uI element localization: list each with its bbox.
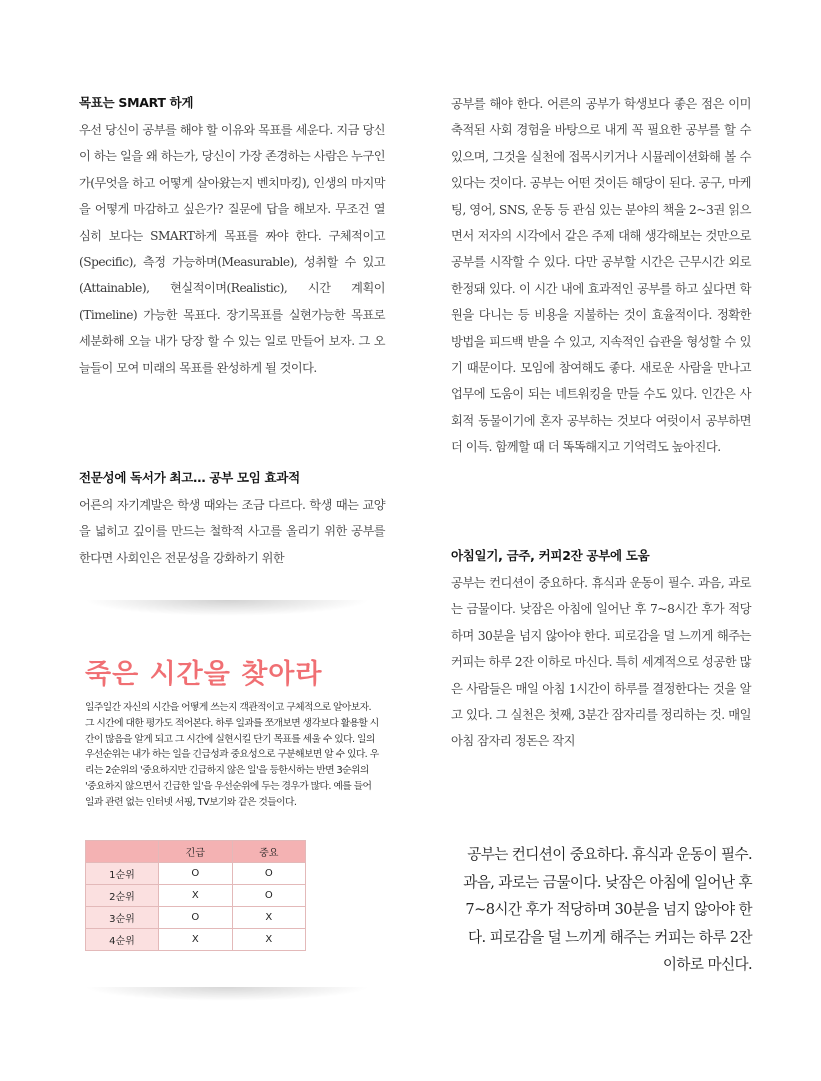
section-heading: 아침일기, 금주, 커피2잔 공부에 도움 bbox=[451, 548, 650, 563]
section-smart-goals bbox=[79, 93, 385, 381]
table-cell: O bbox=[232, 885, 306, 907]
priority-table bbox=[85, 840, 306, 951]
box-bottom-shadow bbox=[84, 987, 370, 1001]
table-cell: O bbox=[159, 907, 233, 929]
section-heading: 목표는 SMART 하게 bbox=[79, 95, 194, 110]
section-body: 공부를 해야 한다. 어른의 공부가 학생보다 좋은 점은 이미 축적된 사회 경험을 바탕으로 내게 꼭 필요한 공부를 할 수 있으며, 그것을 실천에 접목시키거나 시뮬레이션화해 볼 수 있다는 것이다. 공부는 어떤 것이든 해당이 된다. 공구, 마케팅, 영어, SNS, 운동 등 관심 있는 분야의 책을 2~3권 읽으면서 저자의 시각에서 같은 주제 대해 생각해보는 것만으로 공부를 시작할 수 있다. 다만 공부할 시간은 근무시간 외로 한정돼 있다. 이 시간 내에 효과적인 공부를 하고 싶다면 학원을 다니는 등 비용을 지불하는 것이 효율적이다. 정확한 방법을 피드백 받을 수 있고, 지속적인 습관을 형성할 수 있기 때문이다. 모임에 참여해도 좋다. 새로운 사람을 만나고 업무에 도움이 되는 네트워킹을 만들 수도 있다. 인간은 사회적 동물이기에 혼자 공부하는 것보다 여럿이서 공부하면 더 이득. 함께할 때 더 똑똑해지고 기억력도 높아진다. bbox=[451, 97, 751, 455]
section-body: 어른의 자기계발은 학생 때와는 조금 다르다. 학생 때는 교양을 넓히고 깊이를 만드는 철학적 사고를 올리기 위한 공부를 한다면 사회인은 전문성을 강화하기 위한 bbox=[79, 498, 385, 565]
section-heading: 전문성에 독서가 최고… 공부 모임 효과적 bbox=[79, 470, 300, 485]
table-row-label: 2순위 bbox=[86, 885, 159, 907]
table-header-cell bbox=[86, 841, 159, 863]
right-column-continuation bbox=[451, 91, 751, 461]
box-title: 죽은 시간을 찾아라 bbox=[85, 659, 323, 690]
section-expertise-reading bbox=[79, 468, 385, 571]
table-header-cell: 중요 bbox=[232, 841, 306, 863]
table-cell: X bbox=[232, 929, 306, 951]
table-header-cell: 긴급 bbox=[159, 841, 233, 863]
table-row bbox=[86, 885, 306, 907]
pull-quote: 공부는 컨디션이 중요하다. 휴식과 운동이 필수. 과음, 과로는 금물이다. 낮잠은 아침에 일어난 후 7~8시간 후가 적당하며 30분을 넘지 않아야 한다. 피로감을 덜 느끼게 해주는 커피는 하루 2잔 이하로 마신다. bbox=[463, 846, 752, 973]
table-cell: O bbox=[232, 863, 306, 885]
section-morning-habits bbox=[451, 546, 751, 755]
table-row-label: 3순위 bbox=[86, 907, 159, 929]
table-cell: X bbox=[232, 907, 306, 929]
table-row bbox=[86, 929, 306, 951]
section-body: 공부는 컨디션이 중요하다. 휴식과 운동이 필수. 과음, 과로는 금물이다. 낮잠은 아침에 일어난 후 7~8시간 후가 적당하며 30분을 넘지 않아야 한다. 피로감을 덜 느끼게 해주는 커피는 하루 2잔 이하로 마신다. 특히 세계적으로 성공한 많은 사람들은 매일 아침 1시간이 하루를 결정한다는 것을 알고 있다. 그 실천은 첫째, 3분간 잠자리를 정리하는 것. 매일 아침 잠자리 정돈은 작지 bbox=[451, 576, 751, 749]
table-row bbox=[86, 907, 306, 929]
table-row bbox=[86, 863, 306, 885]
table-row-label: 1순위 bbox=[86, 863, 159, 885]
table-row-label: 4순위 bbox=[86, 929, 159, 951]
table-cell: X bbox=[159, 929, 233, 951]
box-top-shadow bbox=[84, 600, 370, 616]
table-cell: O bbox=[159, 863, 233, 885]
table-cell: X bbox=[159, 885, 233, 907]
table-header-row bbox=[86, 841, 306, 863]
box-body: 일주일간 자신의 시간을 어떻게 쓰는지 객관적이고 구체적으로 알아보자. 그 시간에 대한 평가도 적어본다. 하루 일과를 쪼개보면 생각보다 활용할 시간이 많음을 알게 되고 그 시간에 실현시킬 단기 목표를 세울 수 있다. 일의 우선순위는 내가 하는 일을 긴급성과 중요성으로 구분해보면 알 수 있다. 우리는 2순위의 '중요하지만 긴급하지 않은 일'을 등한시하는 반면 3순위의 '중요하지 않으면서 긴급한 일'을 우선순위에 두는 경우가 많다. 예를 들어 일과 관련 없는 인터넷 서핑, TV보기와 같은 것들이다. bbox=[85, 702, 379, 808]
section-body: 우선 당신이 공부를 해야 할 이유와 목표를 세운다. 지금 당신이 하는 일을 왜 하는가, 당신이 가장 존경하는 사람은 누구인가(무엇을 하고 어떻게 살아왔는지 벤치마킹), 인생의 마지막을 어떻게 마감하고 싶은가? 질문에 답을 해보자. 무조건 열심히 보다는 SMART하게 목표를 짜야 한다. 구체적이고(Specific), 측정 가능하며(Measurable), 성취할 수 있고(Attainable), 현실적이며(Realistic), 시간 계획이(Timeline) 가능한 목표다. 장기목표를 실현가능한 목표로 세분화해 오늘 내가 당장 할 수 있는 일로 만들어 보자. 그 오늘들이 모여 미래의 목표를 완성하게 될 것이다. bbox=[79, 123, 385, 375]
